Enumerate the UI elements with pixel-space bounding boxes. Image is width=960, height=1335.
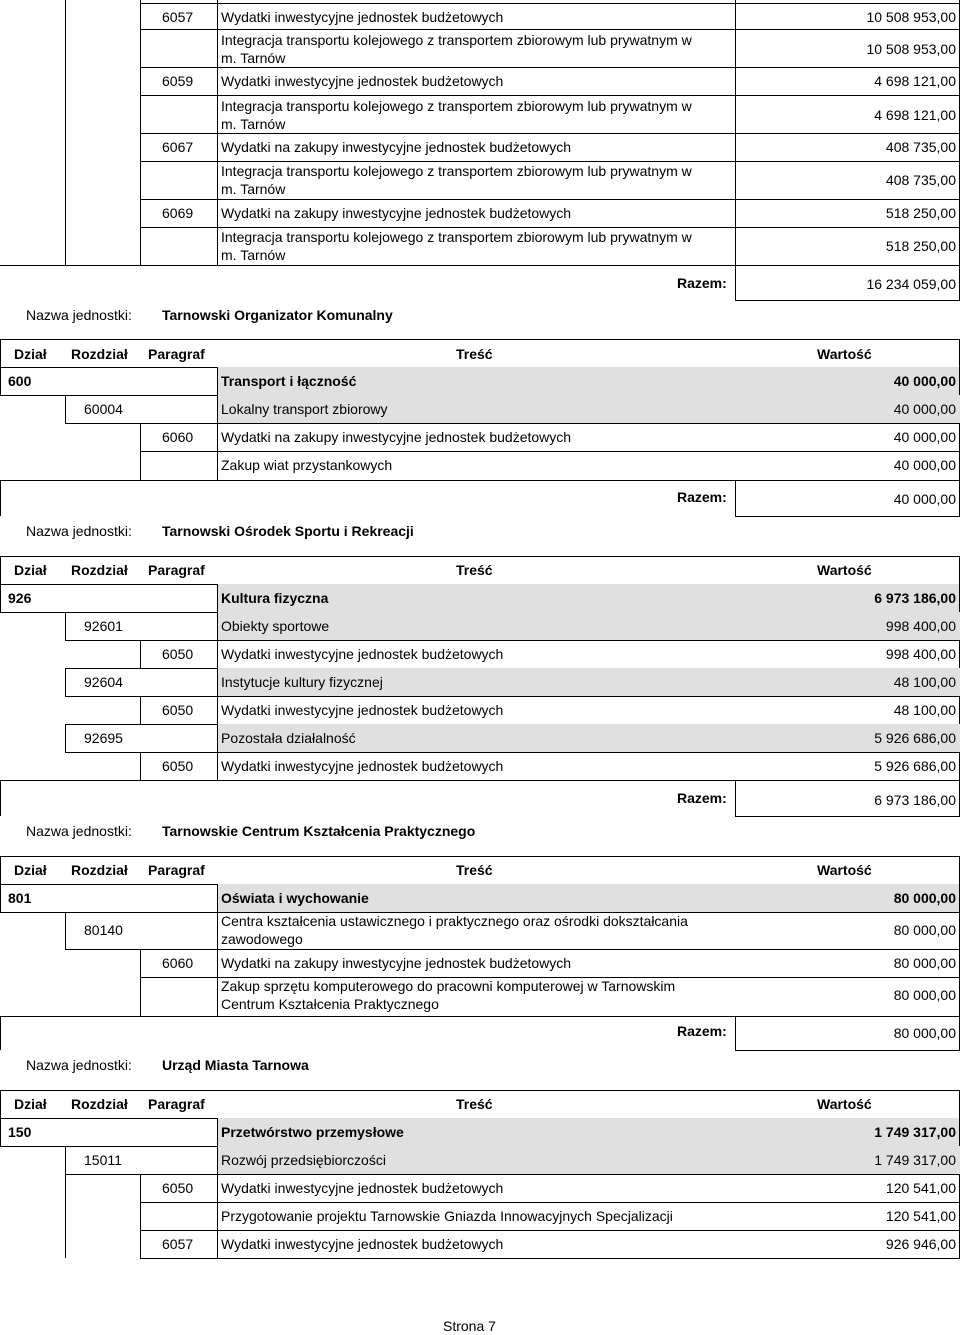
paragraf-value: 926 946,00 [885,1236,956,1252]
header-dzial: Dział [14,1096,47,1112]
header-tresc: Treść [456,862,493,878]
paragraf-code: 6059 [162,73,194,89]
dzial-name: Kultura fizyczna [221,590,329,606]
header-rozdzial: Rozdział [71,1096,128,1112]
rozdzial-code: 15011 [84,1152,122,1168]
header-dzial: Dział [14,862,47,878]
header-wartosc: Wartość [817,862,872,878]
razem-value: 80 000,00 [893,1025,956,1041]
paragraf-name: Wydatki inwestycyjne jednostek budżetowych [221,758,504,774]
rozdzial-code: 92601 [84,618,123,634]
row-text: Wydatki inwestycyjne jednostek budżetowych [221,9,504,25]
paragraf-code: 6050 [162,758,194,774]
rozdzial-value: 1 749 317,00 [874,1152,956,1168]
dzial-code: 150 [8,1124,32,1140]
row-text: Wydatki na zakupy inwestycyjne jednostek budżetowych [221,205,572,221]
paragraf-code: 6057 [162,1236,194,1252]
paragraf-code: 6060 [162,429,194,445]
unit-name: Tarnowski Organizator Komunalny [162,307,393,323]
dzial-code: 600 [8,373,32,389]
rozdzial-value: 48 100,00 [893,674,956,690]
paragraf-name: Wydatki inwestycyjne jednostek budżetowych [221,646,504,662]
row-value: 10 508 953,00 [866,41,956,57]
zadanie-name: Zakup wiat przystankowych [221,457,393,473]
razem-value: 40 000,00 [893,491,956,507]
razem-value: 6 973 186,00 [874,792,956,808]
paragraf-value: 120 541,00 [885,1180,956,1196]
paragraf-value: 80 000,00 [893,955,956,971]
dzial-name: Przetwórstwo przemysłowe [221,1124,404,1140]
paragraf-value: 998 400,00 [885,646,956,662]
page-number: Strona 7 [443,1318,496,1334]
row-text: Integracja transportu kolejowego z transportem zbiorowym lub prywatnym w [221,229,692,245]
paragraf-name: Wydatki inwestycyjne jednostek budżetowych [221,1180,504,1196]
header-paragraf: Paragraf [148,1096,205,1112]
header-wartosc: Wartość [817,562,872,578]
rozdzial-name: Pozostała działalność [221,730,356,746]
rozdzial-value: 80 000,00 [893,922,956,938]
header-tresc: Treść [456,1096,493,1112]
zadanie-value: 120 541,00 [885,1208,956,1224]
razem-label: Razem: [677,489,727,505]
row-text: Wydatki na zakupy inwestycyjne jednostek budżetowych [221,139,572,155]
header-tresc: Treść [456,346,493,362]
paragraf-code: 6060 [162,955,194,971]
zadanie-name: Zakup sprzętu komputerowego do pracowni komputerowej w Tarnowskim [221,978,676,994]
header-paragraf: Paragraf [148,346,205,362]
header-rozdzial: Rozdział [71,862,128,878]
unit-label: Nazwa jednostki: [26,523,132,539]
rozdzial-name: Lokalny transport zbiorowy [221,401,388,417]
row-value: 518 250,00 [885,238,956,254]
razem-label: Razem: [677,1023,727,1039]
rozdzial-name: zawodowego [221,931,303,947]
unit-name: Tarnowski Ośrodek Sportu i Rekreacji [162,523,414,539]
paragraf-value: 40 000,00 [893,429,956,445]
unit-name: Tarnowskie Centrum Kształcenia Praktycznego [162,823,476,839]
row-text: m. Tarnów [221,116,286,132]
paragraf-name: Wydatki inwestycyjne jednostek budżetowych [221,702,504,718]
rozdzial-value: 40 000,00 [893,401,956,417]
row-value: 10 508 953,00 [866,9,956,25]
row-text: Integracja transportu kolejowego z transportem zbiorowym lub prywatnym w [221,32,692,48]
paragraf-name: Wydatki inwestycyjne jednostek budżetowych [221,1236,504,1252]
row-text: m. Tarnów [221,247,286,263]
paragraf-name: Wydatki na zakupy inwestycyjne jednostek budżetowych [221,955,572,971]
dzial-value: 6 973 186,00 [874,590,956,606]
rozdzial-name: Obiekty sportowe [221,618,330,634]
dzial-name: Oświata i wychowanie [221,890,369,906]
paragraf-code: 6069 [162,205,194,221]
rozdzial-value: 998 400,00 [885,618,956,634]
rozdzial-value: 5 926 686,00 [874,730,956,746]
row-value: 4 698 121,00 [874,73,956,89]
rozdzial-name: Centra kształcenia ustawicznego i praktycznego oraz ośrodki dokształcania [221,913,688,929]
razem-value: 16 234 059,00 [866,276,956,292]
row-text: Integracja transportu kolejowego z transportem zbiorowym lub prywatnym w [221,98,692,114]
row-value: 408 735,00 [885,172,956,188]
zadanie-value: 80 000,00 [893,987,956,1003]
dzial-value: 80 000,00 [893,890,956,906]
header-dzial: Dział [14,346,47,362]
header-dzial: Dział [14,562,47,578]
rozdzial-code: 92604 [84,674,123,690]
row-value: 4 698 121,00 [874,107,956,123]
paragraf-code: 6050 [162,702,194,718]
unit-label: Nazwa jednostki: [26,307,132,323]
row-text: Wydatki inwestycyjne jednostek budżetowych [221,73,504,89]
paragraf-code: 6057 [162,9,194,25]
dzial-code: 926 [8,590,32,606]
header-paragraf: Paragraf [148,562,205,578]
row-text: Integracja transportu kolejowego z transportem zbiorowym lub prywatnym w [221,163,692,179]
paragraf-value: 5 926 686,00 [874,758,956,774]
zadanie-value: 40 000,00 [893,457,956,473]
row-value: 408 735,00 [885,139,956,155]
dzial-value: 1 749 317,00 [874,1124,956,1140]
rozdzial-code: 92695 [84,730,123,746]
rozdzial-code: 60004 [84,401,123,417]
razem-label: Razem: [677,275,727,291]
header-wartosc: Wartość [817,346,872,362]
row-text: m. Tarnów [221,181,286,197]
razem-label: Razem: [677,790,727,806]
zadanie-name: Przygotowanie projektu Tarnowskie Gniazda Innowacyjnych Specjalizacji [221,1208,673,1224]
unit-label: Nazwa jednostki: [26,1057,132,1073]
zadanie-name: Centrum Kształcenia Praktycznego [221,996,439,1012]
paragraf-value: 48 100,00 [893,702,956,718]
dzial-value: 40 000,00 [893,373,956,389]
paragraf-code: 6067 [162,139,194,155]
paragraf-code: 6050 [162,646,194,662]
rozdzial-name: Instytucje kultury fizycznej [221,674,383,690]
dzial-code: 801 [8,890,32,906]
rozdzial-code: 80140 [84,922,123,938]
rozdzial-name: Rozwój przedsiębiorczości [221,1152,386,1168]
row-value: 518 250,00 [885,205,956,221]
header-paragraf: Paragraf [148,862,205,878]
header-rozdzial: Rozdział [71,562,128,578]
header-wartosc: Wartość [817,1096,872,1112]
unit-name: Urząd Miasta Tarnowa [162,1057,309,1073]
dzial-name: Transport i łączność [221,373,357,389]
unit-label: Nazwa jednostki: [26,823,132,839]
row-text: m. Tarnów [221,50,286,66]
paragraf-name: Wydatki na zakupy inwestycyjne jednostek budżetowych [221,429,572,445]
header-rozdzial: Rozdział [71,346,128,362]
header-tresc: Treść [456,562,493,578]
paragraf-code: 6050 [162,1180,194,1196]
